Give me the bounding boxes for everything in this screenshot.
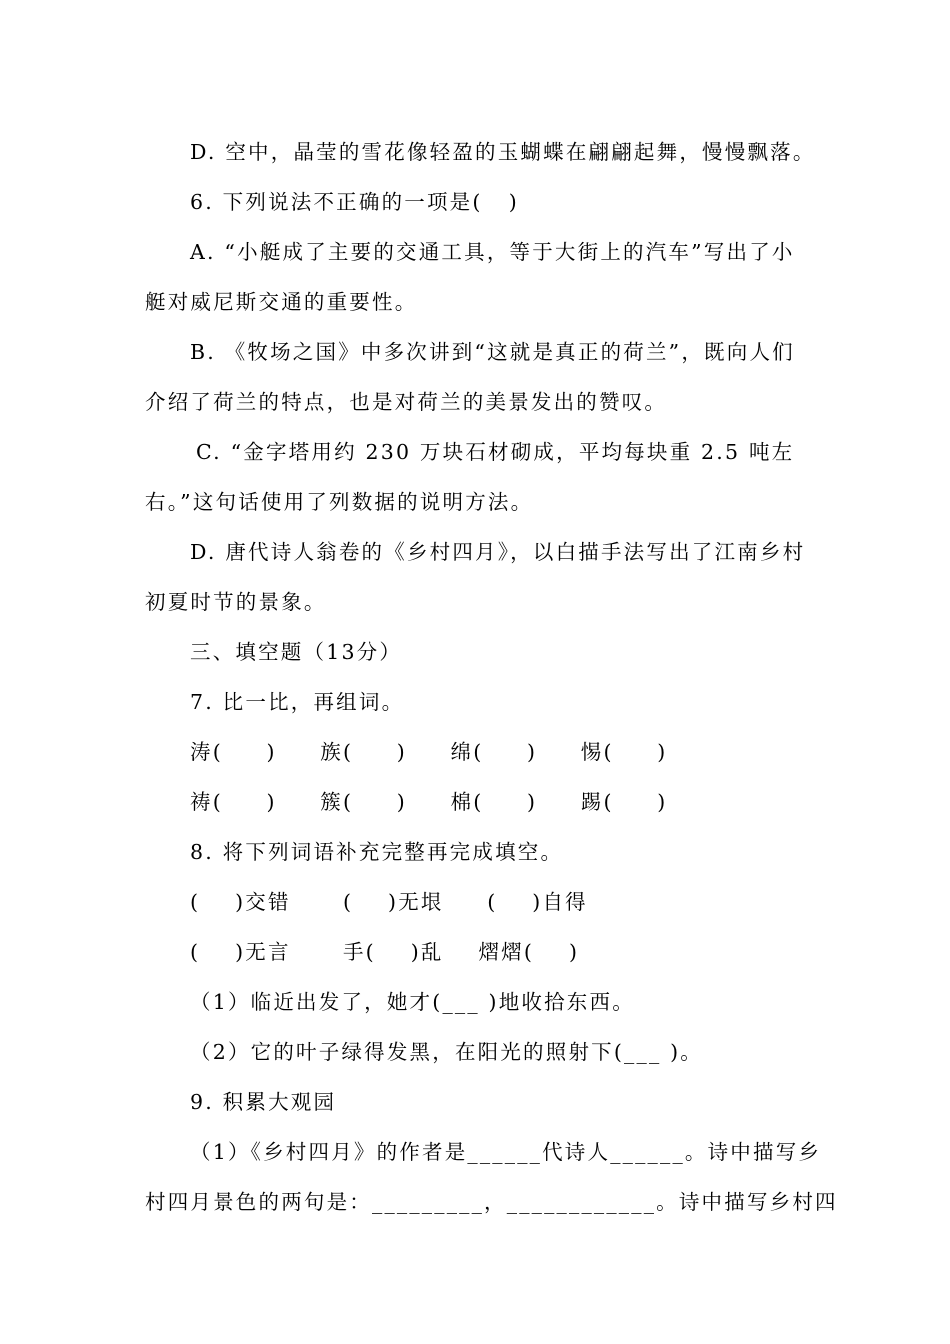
question-7-row-2: 祷( ) 簇( ) 棉( ) 踢( ) — [190, 790, 668, 814]
question-6-option-b-line-1: B. 《牧场之国》中多次讲到“这就是真正的荷兰”，既向人们 — [190, 340, 795, 364]
question-6-option-a-line-2: 艇对威尼斯交通的重要性。 — [145, 290, 418, 314]
question-6-option-b-line-2: 介绍了荷兰的特点，也是对荷兰的美景发出的赞叹。 — [145, 390, 668, 414]
question-7-row-1: 涛( ) 族( ) 绵( ) 惕( ) — [190, 740, 668, 764]
question-8-blank-2: （2）它的叶子绿得发黑，在阳光的照射下(___ )。 — [190, 1040, 704, 1064]
question-6-option-d-line-1: D. 唐代诗人翁卷的《乡村四月》，以白描手法写出了江南乡村 — [190, 540, 806, 564]
question-9-stem: 9. 积累大观园 — [190, 1090, 337, 1114]
question-8-row-1: ( )交错 ( )无垠 ( )自得 — [190, 890, 588, 914]
question-6-option-c-line-2: 右。”这句话使用了列数据的说明方法。 — [145, 490, 534, 514]
section-3-heading: 三、填空题（13分） — [190, 640, 403, 664]
question-5-option-d: D. 空中，晶莹的雪花像轻盈的玉蝴蝶在翩翩起舞，慢慢飘落。 — [190, 140, 816, 164]
question-8-blank-1: （1）临近出发了，她才(___ )地收拾东西。 — [190, 990, 635, 1014]
question-6-option-d-line-2: 初夏时节的景象。 — [145, 590, 327, 614]
question-8-stem: 8. 将下列词语补充完整再完成填空。 — [190, 840, 564, 864]
question-9-part-1-line-1: （1）《乡村四月》的作者是______代诗人______。诗中描写乡 — [190, 1140, 822, 1164]
question-9-part-1-line-2: 村四月景色的两句是：_________，____________。诗中描写乡村四 — [145, 1190, 838, 1214]
question-7-stem: 7. 比一比，再组词。 — [190, 690, 405, 714]
question-8-row-2: ( )无言 手( )乱 熠熠( ) — [190, 940, 580, 964]
question-6-stem: 6. 下列说法不正确的一项是( ) — [190, 190, 519, 214]
question-6-option-c-line-1: C. “金字塔用约 230 万块石材砌成，平均每块重 2.5 吨左 — [196, 440, 795, 464]
question-6-option-a-line-1: A. “小艇成了主要的交通工具，等于大街上的汽车”写出了小 — [190, 240, 795, 264]
